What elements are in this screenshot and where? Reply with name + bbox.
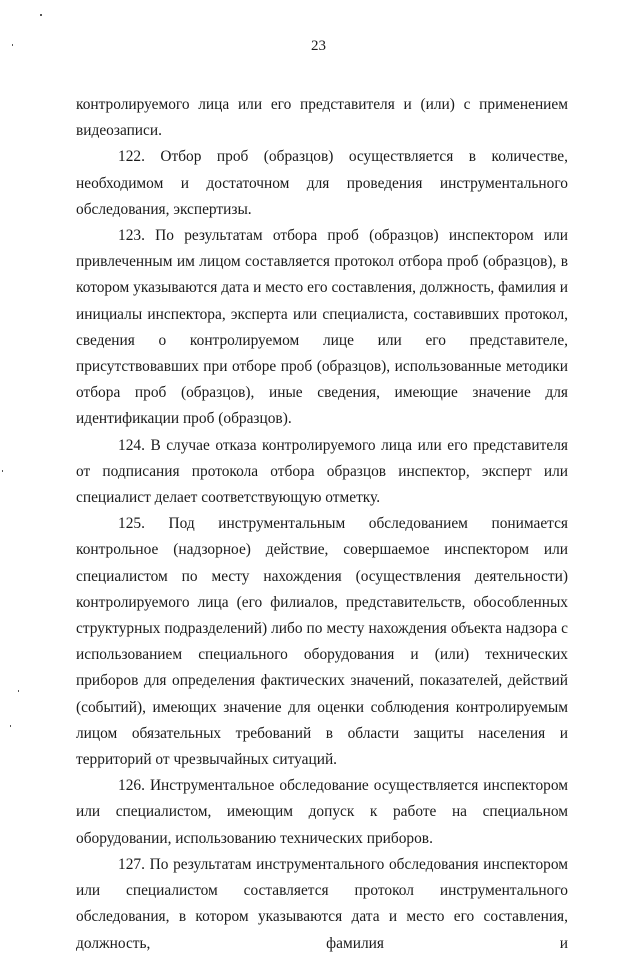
scan-artifact <box>2 470 3 472</box>
scan-artifact <box>18 690 19 692</box>
document-body <box>76 92 568 957</box>
scan-artifact <box>40 14 42 16</box>
scan-artifact <box>10 725 11 727</box>
paragraph-124: 124. В случае отказа контролируемого лица или его представителя от подписания протокола отбора образцов инспектор, эксперт или специалист делает соответствующую отметку. <box>76 436 568 507</box>
paragraph-123: 123. По результатам отбора проб (образцов) инспектором или привлеченным им лицом составляется протокол отбора проб (образцов), в котором указываются дата и место его составления, должность, фамилия и инициалы инспектора, эксперта или специалиста, составивших протокол, сведения о контролируемом лице или его представителе, присутствовавших при отборе проб (образцов), использованные методики отбора проб (образцов), иные сведения, имеющие значение для идентификации проб (образцов). <box>76 227 568 428</box>
paragraph-122: 122. Отбор проб (образцов) осуществляется в количестве, необходимом и достаточном для проведения инструментального обследования, экспертизы. <box>76 148 568 218</box>
paragraph-126: 126. Инструментальное обследование осуществляется инспектором или специалистом, имеющим допуск к работе на специальном оборудовании, использованию технических приборов. <box>76 777 568 847</box>
paragraph-continuation: контролируемого лица или его представителя и (или) с применением видеозаписи. <box>76 96 568 140</box>
paragraph-127: 127. По результатам инструментального обследования инспектором или специалистом составляется протокол инструментального обследования, в котором указываются дата и место его составления, должность, фамилия и <box>76 855 568 952</box>
page-number: 23 <box>311 38 326 54</box>
paragraph-125: 125. Под инструментальным обследованием понимается контрольное (надзорное) действие, совершаемое инспектором или специалистом по месту нахождения (осуществления деятельности) контролируемого лица (его филиалов, представительств, обособленных структурных подразделений) либо по месту нахождения объекта надзора с использованием специального оборудования и (или) технических приборов для определения фактических значений, показателей, действий (событий), имеющих значение для оценки соблюдения контролируемым лицом обязательных требований в области защиты населения и территорий от чрезвычайных ситуаций. <box>76 515 568 769</box>
